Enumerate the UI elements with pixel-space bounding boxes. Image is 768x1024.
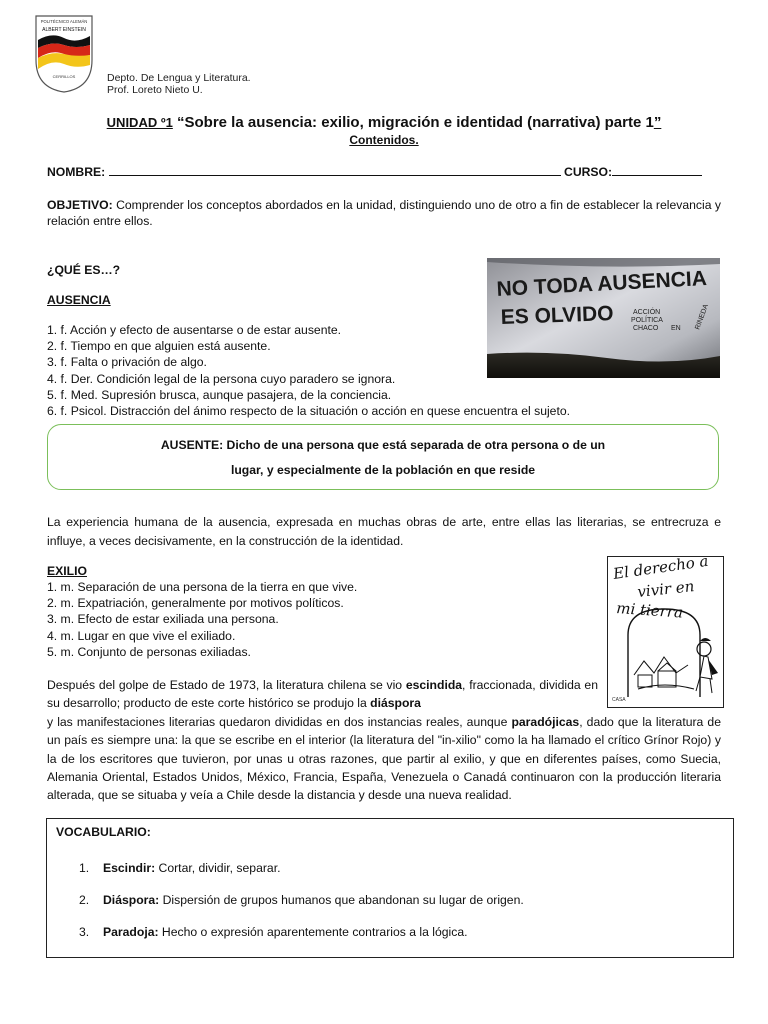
teacher-label: Prof. Loreto Nieto U. [107,83,203,96]
history-term-diaspora: diáspora [370,696,421,711]
school-crest-logo [34,14,94,94]
vocab-def: Hecho o expresión aparentemente contrarios a la lógica. [158,925,468,939]
vocabulary-item [79,861,280,875]
department-label: Depto. De Lengua y Literatura. [107,72,251,84]
exilio-heading: EXILIO [47,564,87,578]
ausencia-heading: AUSENCIA [47,293,111,307]
history-term-paradojicas: paradójicas [511,715,580,729]
history-paragraph-rest [47,713,721,804]
vocab-num: 1. [79,861,90,875]
definition-item: 1. m. Separación de una persona de la tierra en que vive. [47,580,358,594]
graffiti-photo [487,258,720,378]
definition-item: 5. f. Med. Supresión brusca, aunque pasajera, de la conciencia. [47,387,392,402]
drawing-text-2: vivir en [636,577,696,601]
subtitle: Contenidos. [349,133,419,147]
history-term-escindida: escindida [405,678,463,692]
experience-paragraph: La experiencia humana de la ausencia, expresada en muchas obras de arte, entre ellas las literarias, se entrecruza e influye, a veces decisivamente, en la construcción de la identidad. [47,515,721,548]
header-info [107,73,251,96]
name-label: NOMBRE: [47,165,106,179]
drawing-text-1: El derecho a [612,557,710,583]
graffiti-line2: ES OLVIDO [500,302,614,329]
vocabulary-box [46,818,734,958]
graffiti-small2: POLÍTICA [631,317,663,324]
course-field[interactable] [612,164,702,176]
vocab-def: Dispersión de grupos humanos que abandonan su lugar de origen. [159,893,524,907]
definition-item: 2. m. Expatriación, generalmente por motivos políticos. [47,596,344,611]
graffiti-small5: RINEDA [694,303,710,331]
definition-item: 4. m. Lugar en que vive el exiliado. [47,628,236,643]
definition-item: 1. f. Acción y efecto de ausentarse o de estar ausente. [47,323,342,337]
history-text-4: , dado que la literatura de un país es siempre una: la que se escribe en el interior (la literatura del "in-xilio" como la ha llamado el crítico Grínor Rojo) y la de los escritores que tuvieron, por unas u otras razones, que partir al exilio, y que en diferentes países, como Suecia, Alemania Oriental, Estados Unidos, México, Francia, España, Venezuela o Canadá continuaron con la producción literaria alterada, que se situaba y veía a Chile desde la distancia y desde una nueva realidad. [47,715,721,803]
what-is-heading: ¿QUÉ ES…? [47,263,121,277]
history-text-1: Después del golpe de Estado de 1973, la literatura chilena se vio [47,678,406,692]
student-form-line [47,164,727,180]
definition-item: 2. f. Tiempo en que alguien está ausente. [47,339,271,354]
vocabulary-heading: VOCABULARIO: [56,825,151,839]
exile-drawing [607,556,724,708]
ausente-definition-box [47,424,719,490]
definition-item: 6. f. Psicol. Distracción del ánimo respecto de la situación o acción en quese encuentra el sujeto. [47,404,571,419]
objective-paragraph [47,197,721,229]
crest-top-text: POLITÉCNICO ALEMÁN [40,19,88,24]
vocab-def: Cortar, dividir, separar. [155,861,281,875]
vocab-num: 3. [79,925,90,939]
drawing-text-3: mi tierra [615,599,684,622]
unit-title [0,114,768,131]
objective-text: Comprender los conceptos abordados en la unidad, distinguiendo uno de otro a fin de establecer la relevancia y relación entre ellos. [47,198,721,229]
title-text: Sobre la ausencia: exilio, migración e identidad (narrativa) parte 1 [184,114,654,131]
history-text-3: y las manifestaciones literarias quedaron divididas en dos instancias reales, aunque [47,715,512,729]
history-paragraph-start [47,676,598,713]
crest-name-text: ALBERT EINSTEIN [42,27,86,33]
drawing-caption: CASA [612,697,626,703]
vocab-term: Escindir: [103,861,156,875]
graffiti-small3: CHACO [633,325,659,332]
ausente-line1: AUSENTE: Dicho de una persona que está separada de otra persona o de un [160,438,606,452]
graffiti-small4: EN [671,325,681,332]
vocabulary-item [79,925,467,939]
vocab-term: Diáspora: [103,893,160,907]
course-label: CURSO: [564,165,613,179]
definition-item: 3. m. Efecto de estar exiliada una persona. [47,612,279,627]
graffiti-line1: NO TODA AUSENCIA [496,267,708,301]
name-field[interactable] [109,164,561,176]
vocab-term: Paradoja: [103,925,159,939]
vocab-num: 2. [79,893,90,907]
ausente-line2: lugar, y especialmente de la población en que reside [230,463,536,477]
title-quote-close: ” [653,114,662,131]
definition-item: 4. f. Der. Condición legal de la persona cuyo paradero se ignora. [47,371,396,386]
title-quote-open: “ [172,114,185,131]
definition-item: 3. f. Falta o privación de algo. [47,355,207,370]
graffiti-small1: ACCIÓN [633,309,661,316]
definition-item: 5. m. Conjunto de personas exiliadas. [47,644,251,659]
vocabulary-item [79,893,524,907]
objective-label: OBJETIVO: [47,198,113,212]
unit-number: UNIDAD º1 [106,115,173,130]
exilio-definitions [47,579,357,660]
crest-bottom-text: CERRILLOS [52,74,76,79]
history-text-2: , fraccionada, dividida en su desarrollo; producto de este corte histórico se produjo la [47,678,598,711]
